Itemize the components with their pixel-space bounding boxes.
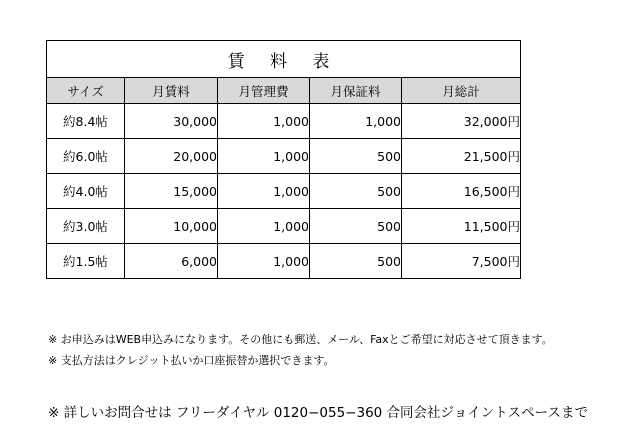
header-rent: 月賃料 [125, 78, 218, 104]
note-payment: ※ 支払方法はクレジット払いか口座振替か選択できます。 [48, 354, 335, 367]
table-row [47, 244, 521, 279]
table-row [47, 174, 521, 209]
header-size: サイズ [47, 78, 125, 104]
cell-size: 約6.0帖 [47, 139, 125, 174]
cell-guarantee-fee: 1,000 [310, 104, 402, 139]
cell-total: 16,500円 [402, 174, 521, 209]
header-row [47, 78, 521, 104]
contact-info: ※ 詳しいお問合せは フリーダイヤル 0120−055−360 合同会社ジョイントスペースまで [48, 405, 588, 421]
cell-guarantee-fee: 500 [310, 244, 402, 279]
note-application: ※ お申込みはWEB申込みになります。その他にも郵送、メール、Faxとご希望に対応させて頂きます。 [48, 333, 553, 346]
cell-total: 32,000円 [402, 104, 521, 139]
cell-rent: 6,000 [125, 244, 218, 279]
cell-guarantee-fee: 500 [310, 209, 402, 244]
table-row [47, 209, 521, 244]
table-title: 賃 料 表 [47, 41, 521, 78]
header-management-fee: 月管理費 [218, 78, 310, 104]
cell-rent: 10,000 [125, 209, 218, 244]
table-row [47, 139, 521, 174]
cell-size: 約3.0帖 [47, 209, 125, 244]
cell-management-fee: 1,000 [218, 244, 310, 279]
cell-management-fee: 1,000 [218, 104, 310, 139]
cell-total: 11,500円 [402, 209, 521, 244]
cell-total: 7,500円 [402, 244, 521, 279]
cell-management-fee: 1,000 [218, 209, 310, 244]
cell-rent: 30,000 [125, 104, 218, 139]
header-guarantee-fee: 月保証料 [310, 78, 402, 104]
cell-size: 約1.5帖 [47, 244, 125, 279]
table-row [47, 104, 521, 139]
cell-size: 約8.4帖 [47, 104, 125, 139]
rate-table [46, 40, 521, 279]
header-total: 月総計 [402, 78, 521, 104]
cell-guarantee-fee: 500 [310, 139, 402, 174]
cell-rent: 15,000 [125, 174, 218, 209]
cell-management-fee: 1,000 [218, 174, 310, 209]
cell-total: 21,500円 [402, 139, 521, 174]
cell-guarantee-fee: 500 [310, 174, 402, 209]
cell-rent: 20,000 [125, 139, 218, 174]
cell-management-fee: 1,000 [218, 139, 310, 174]
cell-size: 約4.0帖 [47, 174, 125, 209]
